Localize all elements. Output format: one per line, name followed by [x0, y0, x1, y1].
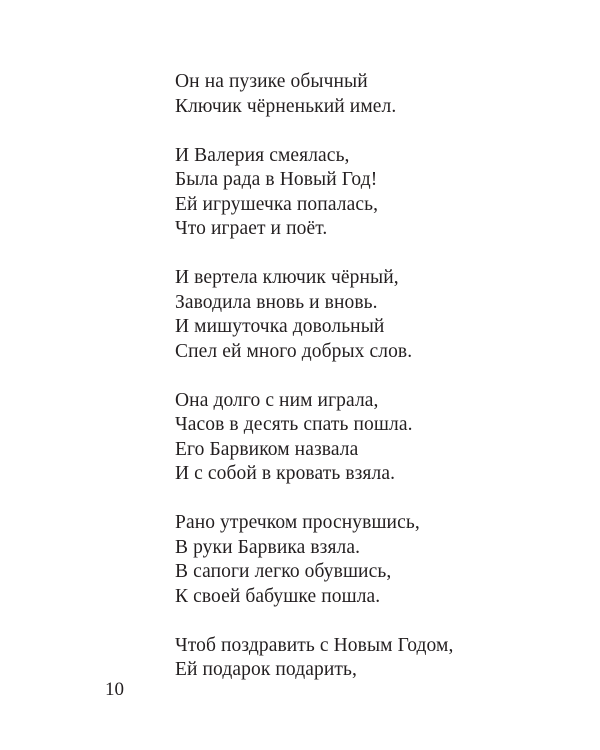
stanza-6 — [175, 634, 555, 683]
verse-line: И Валерия смеялась, — [175, 144, 350, 166]
page-number: 10 — [105, 679, 124, 700]
stanza-3 — [175, 266, 555, 364]
verse-line: Рано утречком проснувшись, — [175, 512, 420, 533]
verse-line: И мишуточка довольный — [175, 316, 385, 337]
verse-line: Его Барвиком назвала — [175, 438, 359, 460]
verse-line: Была рада в Новый Год! — [175, 169, 378, 190]
verse-line: Заводила вновь и вновь. — [175, 291, 378, 313]
verse-line: К своей бабушке пошла. — [175, 585, 381, 607]
verse-line: Она долго с ним играла, — [175, 389, 379, 411]
verse-line: Ей подарок подарить, — [175, 659, 357, 680]
verse-line: В сапоги легко обувшись, — [175, 561, 392, 582]
verse-line: Он на пузике обычный — [175, 71, 368, 92]
verse-line: Часов в десять спать пошла. — [175, 414, 413, 435]
verse-line: Ей игрушечка попалась, — [175, 193, 379, 215]
stanza-1 — [175, 70, 555, 119]
stanza-5 — [175, 511, 555, 609]
verse-line: И с собой в кровать взяла. — [175, 463, 396, 484]
verse-line: В руки Барвика взяла. — [175, 536, 361, 558]
stanza-2 — [175, 144, 555, 242]
stanza-4 — [175, 389, 555, 487]
poem-text — [175, 70, 555, 707]
verse-line: И вертела ключик чёрный, — [175, 267, 399, 288]
verse-line: Что играет и поёт. — [175, 218, 328, 239]
verse-line: Чтоб поздравить с Новым Годом, — [175, 634, 454, 656]
verse-line: Спел ей много добрых слов. — [175, 340, 413, 362]
verse-line: Ключик чёрненький имел. — [175, 95, 397, 117]
